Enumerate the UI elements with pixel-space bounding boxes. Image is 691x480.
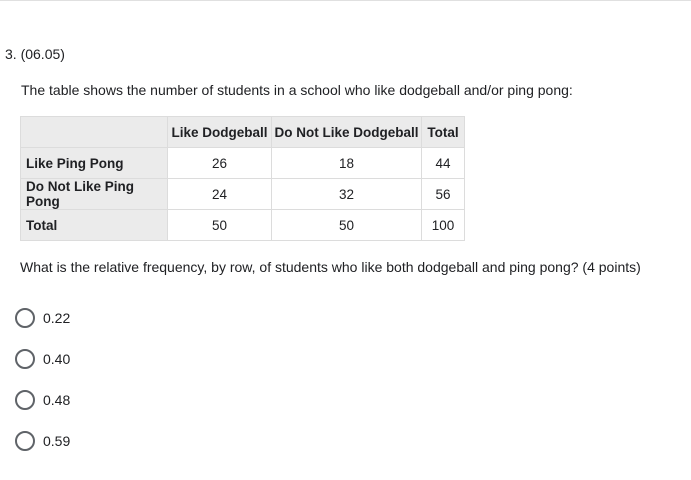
- table-cell: 26: [168, 148, 272, 179]
- choice-label: 0.48: [43, 392, 71, 408]
- table-header-cell: Do Not Like Dodgeball: [272, 117, 422, 148]
- table-row: [21, 210, 465, 241]
- table-header-row: [21, 117, 465, 148]
- top-divider: [0, 0, 691, 1]
- question-prompt: The table shows the number of students in a school who like dodgeball and/or ping pong:: [21, 82, 573, 98]
- two-way-table: [20, 116, 465, 241]
- table-cell: 100: [422, 210, 465, 241]
- answer-choice-b[interactable]: [15, 348, 70, 370]
- row-header-cell: Like Ping Pong: [21, 148, 168, 179]
- radio-button[interactable]: [15, 308, 35, 328]
- answer-choice-a[interactable]: [15, 307, 70, 329]
- table-cell: 24: [168, 179, 272, 210]
- table-cell: 18: [272, 148, 422, 179]
- table-row: [21, 179, 465, 210]
- radio-button[interactable]: [15, 349, 35, 369]
- question-number: 3. (06.05): [5, 46, 65, 62]
- table-header-cell: [21, 117, 168, 148]
- row-header-cell: Do Not Like Ping Pong: [21, 179, 168, 210]
- question-text: What is the relative frequency, by row, of students who like both dodgeball and ping pong? (4 points): [20, 259, 641, 275]
- row-header-cell: Total: [21, 210, 168, 241]
- radio-button[interactable]: [15, 431, 35, 451]
- choice-label: 0.40: [43, 351, 71, 367]
- choice-label: 0.22: [43, 310, 71, 326]
- table-header-cell: Like Dodgeball: [168, 117, 272, 148]
- table-cell: 44: [422, 148, 465, 179]
- table-cell: 50: [168, 210, 272, 241]
- radio-button[interactable]: [15, 390, 35, 410]
- choice-label: 0.59: [43, 433, 71, 449]
- answer-choice-c[interactable]: [15, 389, 70, 411]
- table-row: [21, 148, 465, 179]
- table-cell: 32: [272, 179, 422, 210]
- answer-choice-d[interactable]: [15, 430, 70, 452]
- table-header-cell: Total: [422, 117, 465, 148]
- table-cell: 50: [272, 210, 422, 241]
- table-cell: 56: [422, 179, 465, 210]
